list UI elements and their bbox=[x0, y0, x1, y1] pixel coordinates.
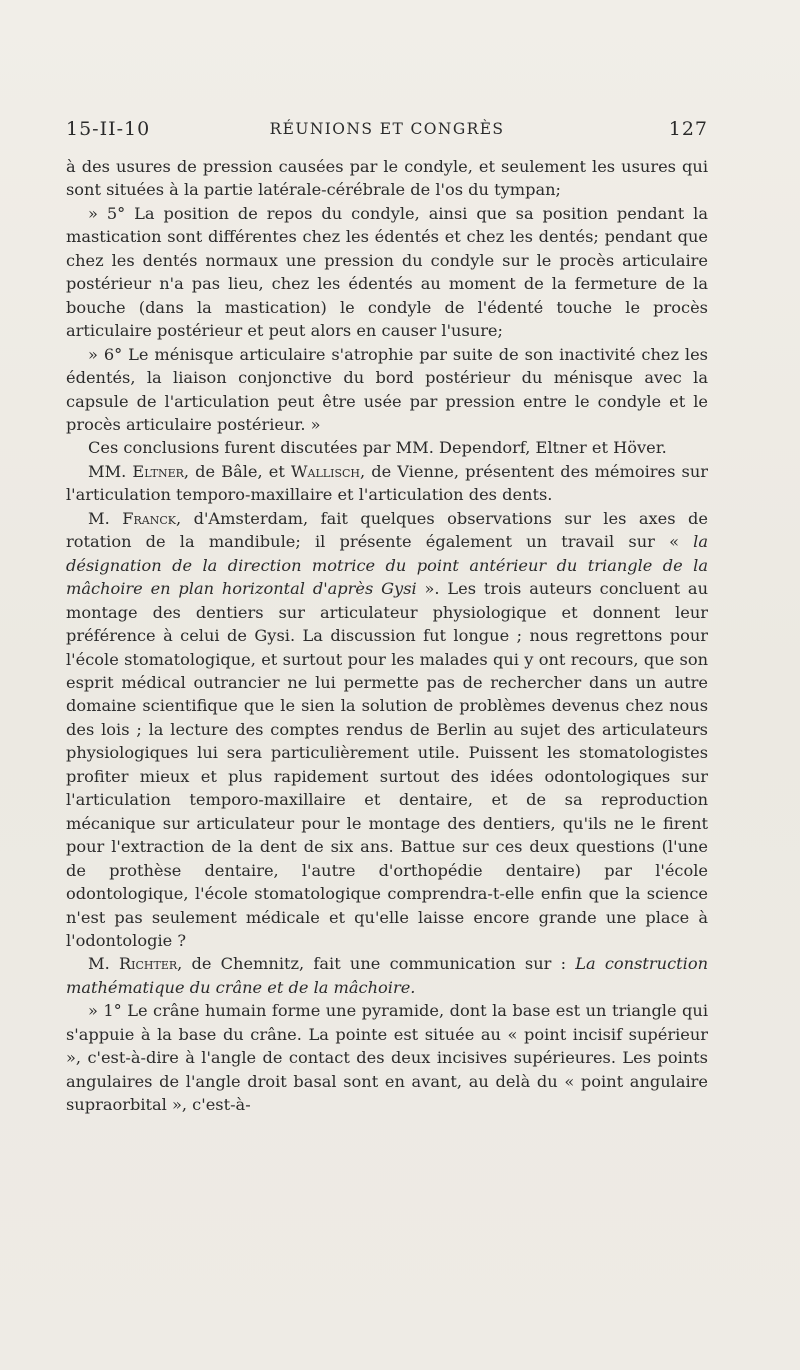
paragraph-point-1: » 1° Le crâne humain forme une pyramide, dont la base est un triangle qui s'appuie à la base du crâne. La pointe est située au « point incisif supérieur », c'est-à-dire à l'angle de contact des deux incisives supérieures. Les points angulaires de l'angle droit basal sont en avant, au delà du « point angulaire supraorbital », c'est-à- bbox=[66, 1001, 708, 1115]
author-name: Eltner bbox=[132, 461, 184, 481]
header-date: 15-II-10 bbox=[66, 118, 151, 140]
author-name: Richter bbox=[118, 954, 178, 974]
paragraph-eltner-wallisch bbox=[66, 460, 708, 507]
text-run: MM. bbox=[88, 461, 133, 481]
running-header bbox=[66, 118, 708, 148]
work-title: La construction mathématique du crâne et de la mâchoire. bbox=[66, 954, 708, 997]
paragraph-continuation: à des usures de pression causées par le condyle, et seulement les usures qui sont situées à la partie latérale-cérébrale de l'os du tympan; bbox=[66, 157, 708, 200]
text-run: ». Les trois auteurs concluent au montage des dentiers sur articulateur physiologique et donnent leur préférence à celui de Gysi. La discussion fut longue ; nous regrettons pour l'école stomatologique, et surtout pour les malades qui y ont recours, que son esprit médical outrancier ne lui permette pas de rechercher dans un autre domaine scientifique que le sien la solution de problèmes devenus chez nous des lois ; la lecture des comptes rendus de Berlin au sujet des articulateurs physiologiques lui sera particulièrement utile. Puissent les stomatologistes profiter mieux et plus rapidement surtout des idées odontologiques sur l'articulation temporo-maxillaire et dentaire, et de sa reproduction mécanique sur articulateur pour le montage des dentiers, qu'ils ne le firent pour l'extraction de la dent de six ans. Battue sur ces deux questions (l'une de prothèse dentaire, l'autre d'orthopédie dentaire) par l'école odontologique, l'école stomatologique comprendra-t-elle enfin que la science n'est pas seulement médicale et qu'elle laisse encore grande une place à l'odontologie ? bbox=[66, 579, 709, 950]
text-run: , d'Amsterdam, fait quelques observations sur les axes de rotation de la mandibule; il présente également un travail sur « bbox=[66, 508, 708, 552]
text-run: M. bbox=[88, 508, 123, 528]
paragraph-point-6: » 6° Le ménisque articulaire s'atrophie par suite de son inactivité chez les édentés, la liaison conjonctive du bord postérieur du ménisque avec la capsule de l'articulation peut être usée par pression entre le condyle et le procès articulaire postérieur. » bbox=[66, 344, 708, 434]
page-number: 127 bbox=[668, 118, 708, 140]
work-title: la désignation de la direction motrice du point antérieur du triangle de la mâchoire en plan horizontal d'après Gysi bbox=[66, 532, 708, 599]
paragraph-point-5: » 5° La position de repos du condyle, ainsi que sa position pendant la mastication sont différentes chez les édentés et chez les dentés; pendant que chez les dentés normaux une pression du condyle sur le procès articulaire postérieur n'a pas lieu, chez les édentés au moment de la fermeture de la bouche (dans la mastication) le condyle de l'édenté touche le procès articulaire postérieur et peut alors en causer l'usure; bbox=[66, 203, 708, 341]
paragraph-franck bbox=[66, 507, 708, 953]
author-name: Wallisch bbox=[290, 461, 361, 481]
author-name: Franck bbox=[122, 508, 176, 528]
paragraph-conclusions: Ces conclusions furent discutées par MM. Dependorf, Eltner et Höver. bbox=[88, 438, 667, 458]
text-run: , de Bâle, et bbox=[183, 461, 291, 481]
text-run: , de Vienne, présentent des mémoires sur l'articulation temporo-maxillaire et l'articulation des dents. bbox=[66, 461, 708, 505]
body-text bbox=[66, 155, 708, 1117]
text-run: , de Chemnitz, fait une communication sur : bbox=[177, 954, 576, 974]
header-title: RÉUNIONS ET CONGRÈS bbox=[269, 120, 505, 138]
text-run: M. bbox=[88, 954, 119, 974]
paragraph-richter bbox=[66, 952, 708, 999]
